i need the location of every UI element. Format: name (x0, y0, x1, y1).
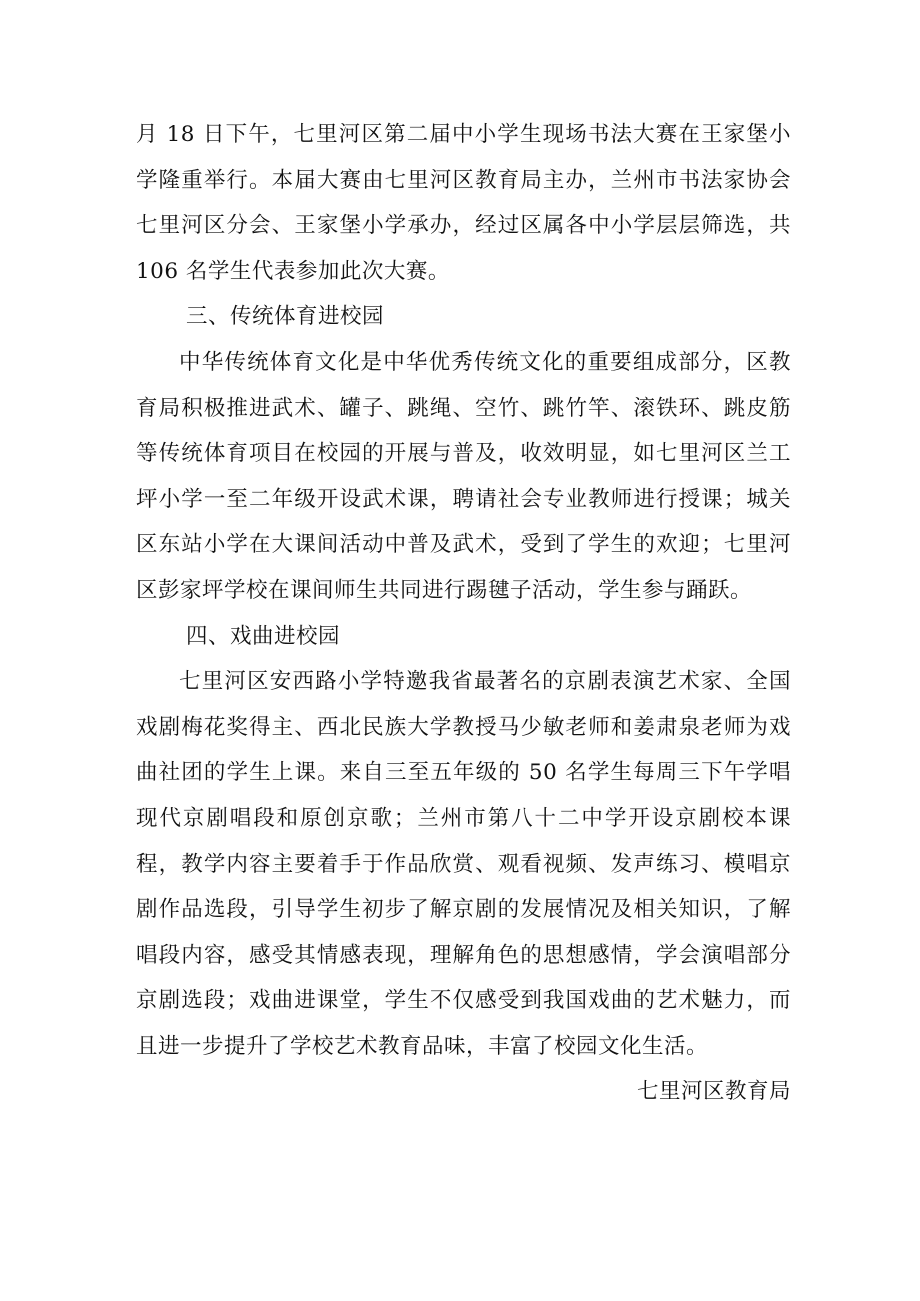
heading-opera: 四、戏曲进校园 (186, 623, 341, 649)
paragraph-traditional-sports: 中华传统体育文化是中华优秀传统文化的重要组成部分，区教育局积极推进武术、罐子、跳绳、空竹、跳竹竿、滚铁环、跳皮筋等传统体育项目在校园的开展与普及，收效明显，如七里河区兰工坪小学一至二年级开设武术课，聘请社会专业教师进行授课；城关区东站小学在大课间活动中普及武术，受到了学生的欢迎；七里河区彭家坪学校在课间师生共同进行踢毽子活动，学生参与踊跃。 (136, 349, 791, 603)
paragraph-calligraphy-contest: 月 18 日下午，七里河区第二届中小学生现场书法大赛在王家堡小学隆重举行。本届大赛由七里河区教育局主办，兰州市书法家协会七里河区分会、王家堡小学承办，经过区属各中小学层层筛选，共 106 名学生代表参加此次大赛。 (136, 122, 791, 284)
document-page (136, 112, 791, 1115)
paragraph-opera: 七里河区安西路小学特邀我省最著名的京剧表演艺术家、全国戏剧梅花奖得主、西北民族大学教授马少敏老师和姜肃泉老师为戏曲社团的学生上课。来自三至五年级的 50 名学生每周三下午学唱现代京剧唱段和原创京歌；兰州市第八十二中学开设京剧校本课程，教学内容主要着手于作品欣赏、观看视频、发声练习、模唱京剧作品选段，引导学生初步了解京剧的发展情况及相关知识，了解唱段内容，感受其情感表现，理解角色的思想感情，学会演唱部分京剧选段；戏曲进课堂，学生不仅感受到我国戏曲的艺术魅力，而且进一步提升了学校艺术教育品味，丰富了校园文化生活。 (136, 669, 791, 1059)
signature-bureau: 七里河区教育局 (636, 1079, 791, 1105)
heading-traditional-sports: 三、传统体育进校园 (186, 304, 385, 330)
